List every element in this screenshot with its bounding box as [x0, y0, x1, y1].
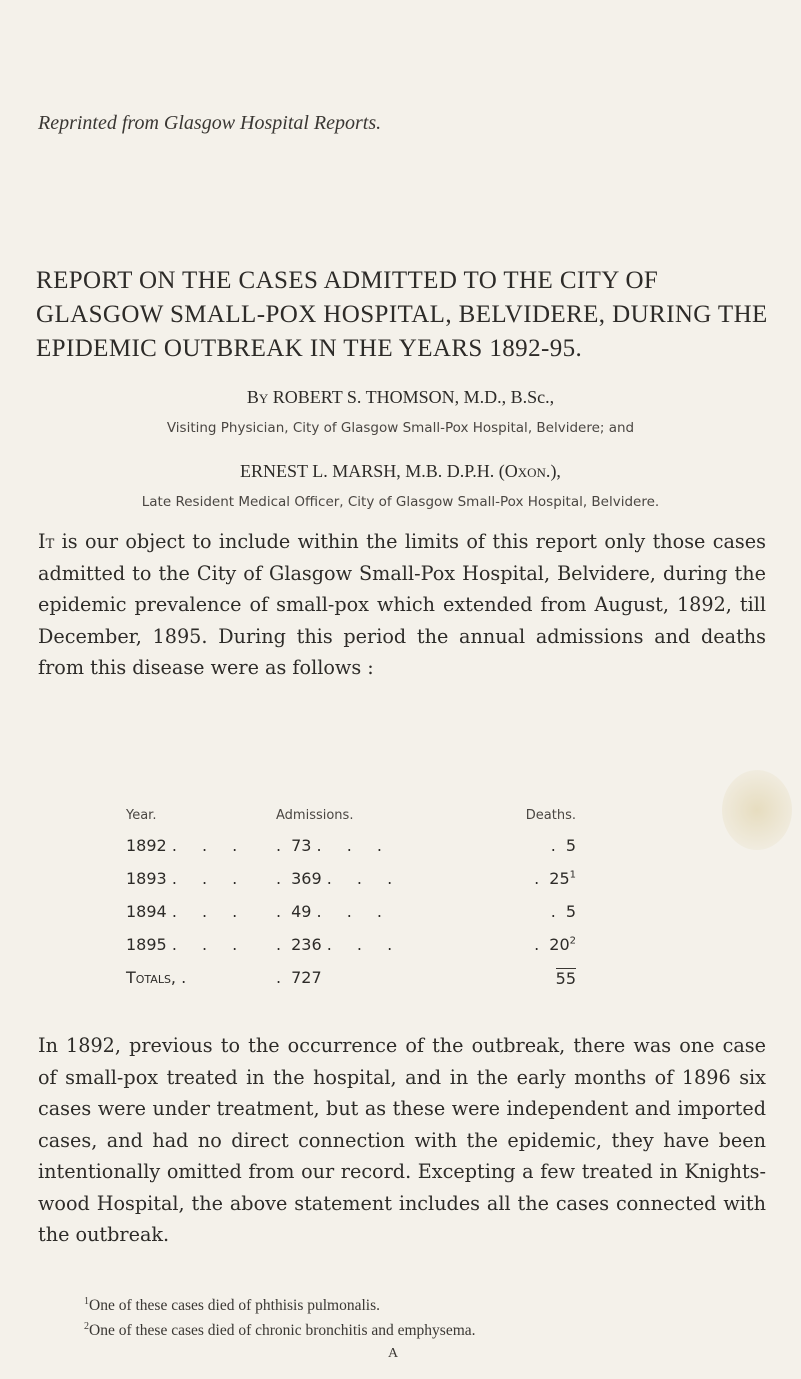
- row-deaths: 20: [549, 935, 570, 954]
- totals-row: Totals, . .727 55: [126, 968, 576, 988]
- by-word: By: [246, 387, 269, 407]
- author-2: [0, 461, 801, 482]
- row-year: 1893: [126, 869, 167, 888]
- footnote-2-mark: 2: [84, 1321, 89, 1332]
- paper-stain: [722, 770, 792, 850]
- row-admissions: 369: [291, 869, 322, 888]
- footnote-1-mark: 1: [84, 1296, 89, 1307]
- table-row: 1895 . . . .236 . . . $.20^2$: [126, 935, 576, 954]
- row-footnote-mark: 1: [569, 869, 576, 881]
- table-row: 1894 . . . .49 . . . .5: [126, 902, 576, 921]
- row-year: 1895: [126, 935, 167, 954]
- reprint-note: Reprinted from Glasgow Hospital Reports.: [38, 112, 382, 134]
- header-year: Year.: [126, 808, 157, 823]
- row-admissions: 73: [291, 836, 312, 855]
- drop-lead: It: [38, 530, 55, 553]
- header-admissions: Admissions.: [276, 808, 354, 823]
- row-deaths: 5: [565, 902, 576, 921]
- row-admissions: 49: [291, 902, 312, 921]
- footnote-1: [84, 1296, 380, 1315]
- author-1: [0, 387, 801, 408]
- author-2-oxon: Oxon.: [504, 461, 551, 481]
- row-deaths: 25: [549, 869, 570, 888]
- totals-label: Totals,: [126, 968, 177, 987]
- footnote-1-text: One of these cases died of phthisis pulmonalis.: [89, 1297, 381, 1315]
- table-row: 1893 . . . .369 . . . $.25^1$: [126, 869, 576, 888]
- second-paragraph: In 1892, previous to the occurrence of the outbreak, there was one case of small-pox treated in the hospital, and in the early months of 1896 six cases were under treatment, but as these were independent and imported cases, and had no direct connection with the epidemic, they have been intentionally omitted from our record. Excepting a few treated in Knights-wood Hospital, the above statement includes all the cases connected with the outbreak.: [38, 1034, 766, 1246]
- totals-admissions: 727: [291, 968, 322, 987]
- admissions-table: [126, 808, 576, 994]
- header-deaths: Deaths.: [525, 808, 576, 823]
- intro-paragraph: [38, 526, 766, 684]
- table-header-row: [126, 808, 576, 829]
- report-title: REPORT ON THE CASES ADMITTED TO THE CITY OF GLASGOW SMALL-POX HOSPITAL, BELVIDERE, DURING THE EPIDEMIC OUTBREAK IN THE YEARS 1892-95.: [36, 267, 768, 362]
- author-1-affiliation: Visiting Physician, City of Glasgow Small-Pox Hospital, Belvidere; and: [166, 420, 635, 436]
- footnote-2-text: One of these cases died of chronic bronchitis and emphysema.: [89, 1322, 476, 1340]
- totals-deaths: 55: [555, 968, 576, 988]
- footnote-2: [84, 1321, 476, 1340]
- row-year: 1894: [126, 902, 167, 921]
- author-2-name-end: ),: [550, 461, 561, 481]
- row-admissions: 236: [291, 935, 322, 954]
- signature-mark: A: [388, 1346, 399, 1361]
- author-1-name: ROBERT S. THOMSON, M.D., B.Sc.,: [272, 387, 555, 407]
- intro-text: is our object to include within the limits of this report only those cases admitted to the City of Glasgow Small-Pox Hospital, Belvidere, during the epidemic prevalence of small-pox which extended from August, 1892, till December, 1895. During this period the annual admissions and deaths from this disease were as follows :: [38, 530, 766, 679]
- row-footnote-mark: 2: [569, 935, 576, 947]
- author-2-affiliation: Late Resident Medical Officer, City of Glasgow Small-Pox Hospital, Belvidere.: [141, 494, 660, 510]
- author-2-name: ERNEST L. MARSH, M.B. D.P.H. (: [240, 461, 505, 481]
- table-row: 1892 . . . .73 . . . .5: [126, 836, 576, 855]
- row-deaths: 5: [565, 836, 576, 855]
- row-year: 1892: [126, 836, 167, 855]
